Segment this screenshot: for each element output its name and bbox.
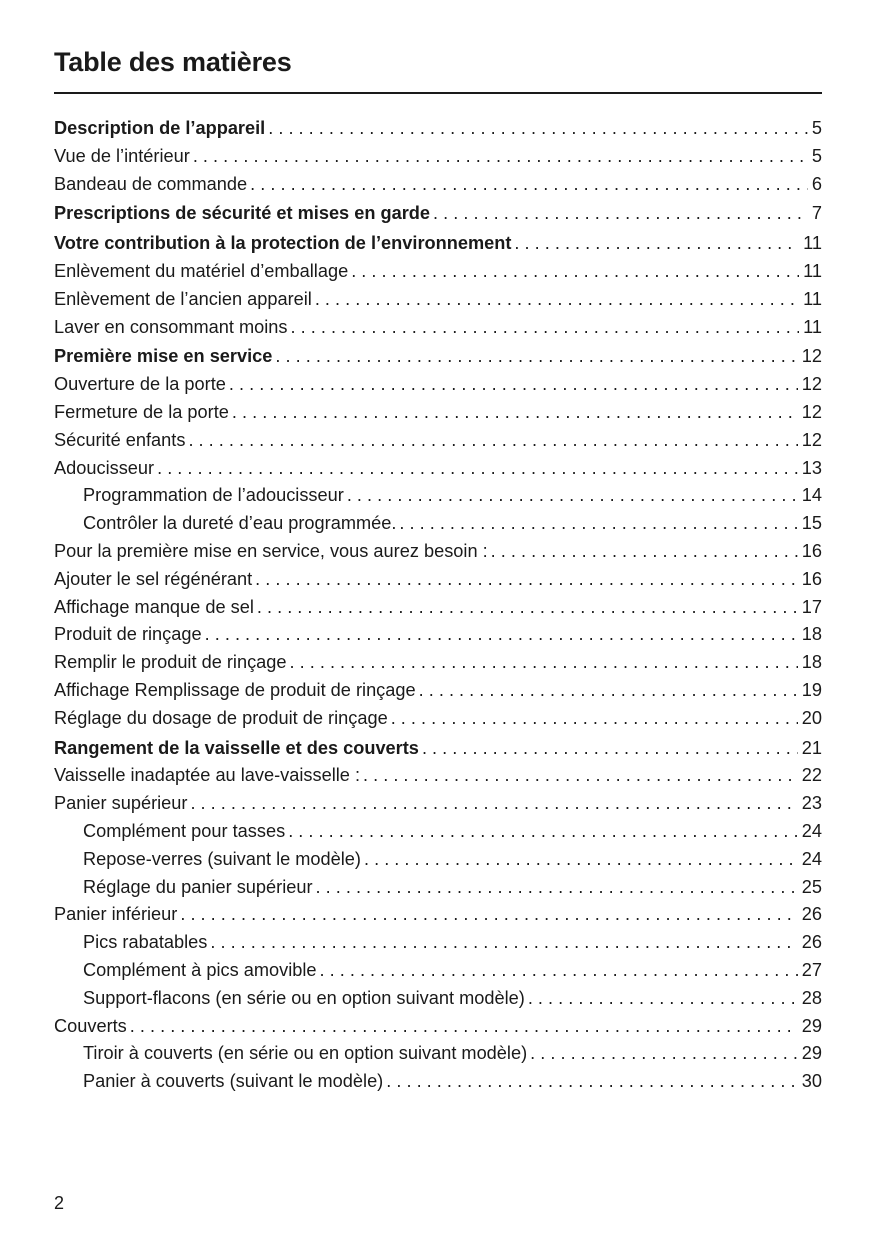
toc-entry[interactable] — [54, 427, 822, 455]
toc-entry-page: 16 — [801, 568, 822, 589]
title-rule — [54, 92, 822, 94]
toc-entry-page: 12 — [801, 401, 822, 422]
toc-dot-leader — [177, 901, 797, 929]
toc-entry-label: Couverts — [54, 1015, 127, 1036]
toc-entry-page: 24 — [801, 820, 822, 841]
toc-section-entry[interactable] — [54, 230, 822, 258]
toc-entry-page: 12 — [801, 346, 822, 367]
toc-entry-page: 16 — [801, 540, 822, 561]
toc-entry-page: 20 — [801, 707, 822, 728]
toc-dot-leader — [287, 649, 798, 677]
toc-entry[interactable] — [54, 482, 822, 510]
toc-entry-page: 13 — [801, 457, 822, 478]
toc-dot-leader — [190, 143, 808, 171]
toc-entry-label: Bandeau de commande — [54, 173, 248, 194]
toc-entry-label: Panier supérieur — [54, 793, 188, 814]
toc-entry-label: Panier inférieur — [54, 904, 178, 925]
toc-dot-leader — [247, 171, 808, 199]
toc-entry-label: Votre contribution à la protection de l’environnement — [54, 233, 512, 254]
toc-entry[interactable] — [54, 790, 822, 818]
toc-dot-leader — [154, 455, 798, 483]
toc-entry-page: 24 — [801, 848, 822, 869]
toc-entry-label: Affichage manque de sel — [54, 596, 254, 617]
toc-entry-page: 14 — [801, 485, 822, 506]
page-number: 2 — [54, 1193, 65, 1213]
toc-entry-page: 18 — [801, 652, 822, 673]
toc-entry-page: 11 — [803, 260, 822, 281]
toc-entry[interactable] — [54, 1013, 822, 1041]
toc-entry-page: 12 — [801, 374, 822, 395]
toc-entry-page: 5 — [811, 118, 822, 138]
toc-dot-leader — [229, 399, 798, 427]
toc-entry-page: 29 — [801, 1015, 822, 1036]
toc-entry-page: 17 — [801, 596, 822, 617]
toc-dot-leader — [285, 818, 798, 846]
toc-entry-page: 18 — [801, 624, 822, 645]
toc-entry-label: Support-flacons (en série ou en option suivant modèle) — [83, 987, 525, 1008]
toc-entry-label: Enlèvement de l’ancien appareil — [54, 288, 312, 309]
toc-entry-page: 25 — [801, 876, 822, 897]
toc-entry-page: 15 — [801, 513, 822, 534]
toc-entry-label: Enlèvement du matériel d’emballage — [54, 260, 349, 281]
toc-entry-label: Produit de rinçage — [54, 624, 202, 645]
toc-dot-leader — [265, 115, 808, 143]
toc-entry[interactable] — [54, 874, 822, 902]
toc-entry[interactable] — [54, 705, 822, 733]
toc-entry[interactable] — [54, 929, 822, 957]
toc-entry[interactable] — [54, 1068, 822, 1096]
toc-entry-page: 6 — [811, 173, 822, 194]
toc-entry[interactable] — [54, 371, 822, 399]
toc-entry[interactable] — [54, 314, 822, 342]
toc-dot-leader — [288, 314, 800, 342]
toc-entry[interactable] — [54, 538, 822, 566]
toc-entry-label: Programmation de l’adoucisseur — [83, 485, 344, 506]
toc-entry-page: 27 — [801, 959, 822, 980]
toc-dot-leader — [202, 621, 798, 649]
toc-entry[interactable] — [54, 258, 822, 286]
toc-entry-page: 5 — [811, 145, 822, 166]
toc-dot-leader — [360, 762, 798, 790]
toc-dot-leader — [430, 200, 808, 228]
toc-entry[interactable] — [54, 957, 822, 985]
toc-entry-label: Pour la première mise en service, vous aurez besoin : — [54, 540, 488, 561]
toc-dot-leader — [388, 705, 798, 733]
toc-entry-page: 11 — [803, 316, 822, 337]
toc-entry[interactable] — [54, 901, 822, 929]
toc-entry-label: Vaisselle inadaptée au lave-vaisselle : — [54, 765, 360, 786]
toc-entry-label: Rangement de la vaisselle et des couverts — [54, 737, 419, 758]
toc-entry-page: 22 — [801, 765, 822, 786]
toc-entry-page: 28 — [801, 987, 822, 1008]
toc-section-entry[interactable] — [54, 343, 822, 371]
toc-entry[interactable] — [54, 818, 822, 846]
toc-dot-leader — [361, 846, 798, 874]
toc-entry[interactable] — [54, 985, 822, 1013]
table-of-contents — [54, 115, 822, 1096]
toc-dot-leader — [488, 538, 798, 566]
toc-dot-leader — [252, 566, 798, 594]
toc-entry[interactable] — [54, 143, 822, 171]
toc-entry[interactable] — [54, 594, 822, 622]
toc-entry-label: Complément à pics amovible — [83, 959, 317, 980]
toc-dot-leader — [348, 258, 799, 286]
toc-entry-page: 30 — [801, 1071, 822, 1092]
toc-entry-label: Repose-verres (suivant le modèle) — [83, 848, 361, 869]
toc-entry[interactable] — [54, 510, 822, 538]
toc-section-entry[interactable] — [54, 200, 822, 228]
toc-dot-leader — [511, 230, 799, 258]
toc-dot-leader — [344, 482, 798, 510]
toc-entry-page: 11 — [803, 233, 822, 254]
toc-dot-leader — [416, 677, 798, 705]
toc-entry-page: 11 — [803, 288, 822, 309]
toc-entry-label: Première mise en service — [54, 346, 273, 367]
toc-dot-leader — [272, 343, 797, 371]
toc-entry-page: 23 — [801, 793, 822, 814]
toc-entry-page: 21 — [801, 737, 822, 758]
toc-entry[interactable] — [54, 455, 822, 483]
toc-entry[interactable] — [54, 1040, 822, 1068]
toc-entry-page: 7 — [811, 203, 822, 224]
toc-dot-leader — [185, 427, 797, 455]
toc-section-entry[interactable] — [54, 735, 822, 763]
toc-entry-label: Panier à couverts (suivant le modèle) — [83, 1071, 384, 1092]
toc-entry[interactable] — [54, 649, 822, 677]
toc-entry-label: Tiroir à couverts (en série ou en option suivant modèle) — [83, 1043, 528, 1064]
toc-entry-label: Adoucisseur — [54, 457, 155, 478]
toc-entry[interactable] — [54, 762, 822, 790]
toc-dot-leader — [419, 735, 798, 763]
toc-dot-leader — [127, 1013, 798, 1041]
toc-entry-label: Description de l’appareil — [54, 118, 266, 138]
toc-entry-label: Remplir le produit de rinçage — [54, 652, 287, 673]
toc-dot-leader — [207, 929, 797, 957]
toc-entry-page: 29 — [801, 1043, 822, 1064]
toc-entry[interactable] — [54, 677, 822, 705]
toc-dot-leader — [525, 985, 798, 1013]
toc-entry[interactable] — [54, 621, 822, 649]
toc-entry-label: Prescriptions de sécurité et mises en garde — [54, 203, 431, 224]
toc-dot-leader — [312, 286, 799, 314]
toc-entry[interactable] — [54, 171, 822, 199]
toc-entry-page: 19 — [801, 679, 822, 700]
toc-entry-label: Ouverture de la porte — [54, 374, 226, 395]
toc-dot-leader — [317, 957, 798, 985]
toc-dot-leader — [527, 1040, 798, 1068]
toc-dot-leader — [254, 594, 798, 622]
toc-section-entry[interactable] — [54, 115, 822, 143]
toc-entry-page: 12 — [801, 429, 822, 450]
toc-entry[interactable] — [54, 286, 822, 314]
toc-entry-label: Pics rabatables — [83, 932, 208, 953]
toc-entry-label: Sécurité enfants — [54, 429, 186, 450]
toc-entry-page: 26 — [801, 932, 822, 953]
toc-dot-leader — [383, 1068, 798, 1096]
page-title: Table des matières — [54, 47, 292, 77]
toc-entry-label: Réglage du dosage de produit de rinçage — [54, 707, 388, 728]
toc-entry-label: Laver en consommant moins — [54, 316, 288, 337]
toc-entry-label: Ajouter le sel régénérant — [54, 568, 253, 589]
toc-entry-page: 26 — [801, 904, 822, 925]
toc-entry-label: Affichage Remplissage de produit de rinçage — [54, 679, 416, 700]
toc-entry-label: Vue de l’intérieur — [54, 145, 190, 166]
toc-entry[interactable] — [54, 399, 822, 427]
toc-entry-label: Contrôler la dureté d’eau programmée. — [83, 513, 397, 534]
toc-entry[interactable] — [54, 846, 822, 874]
toc-dot-leader — [187, 790, 797, 818]
toc-entry-label: Complément pour tasses — [83, 820, 286, 841]
toc-dot-leader — [226, 371, 798, 399]
toc-entry-label: Réglage du panier supérieur — [83, 876, 313, 897]
toc-dot-leader — [396, 510, 797, 538]
toc-dot-leader — [313, 874, 798, 902]
toc-entry[interactable] — [54, 566, 822, 594]
toc-entry-label: Fermeture de la porte — [54, 401, 229, 422]
